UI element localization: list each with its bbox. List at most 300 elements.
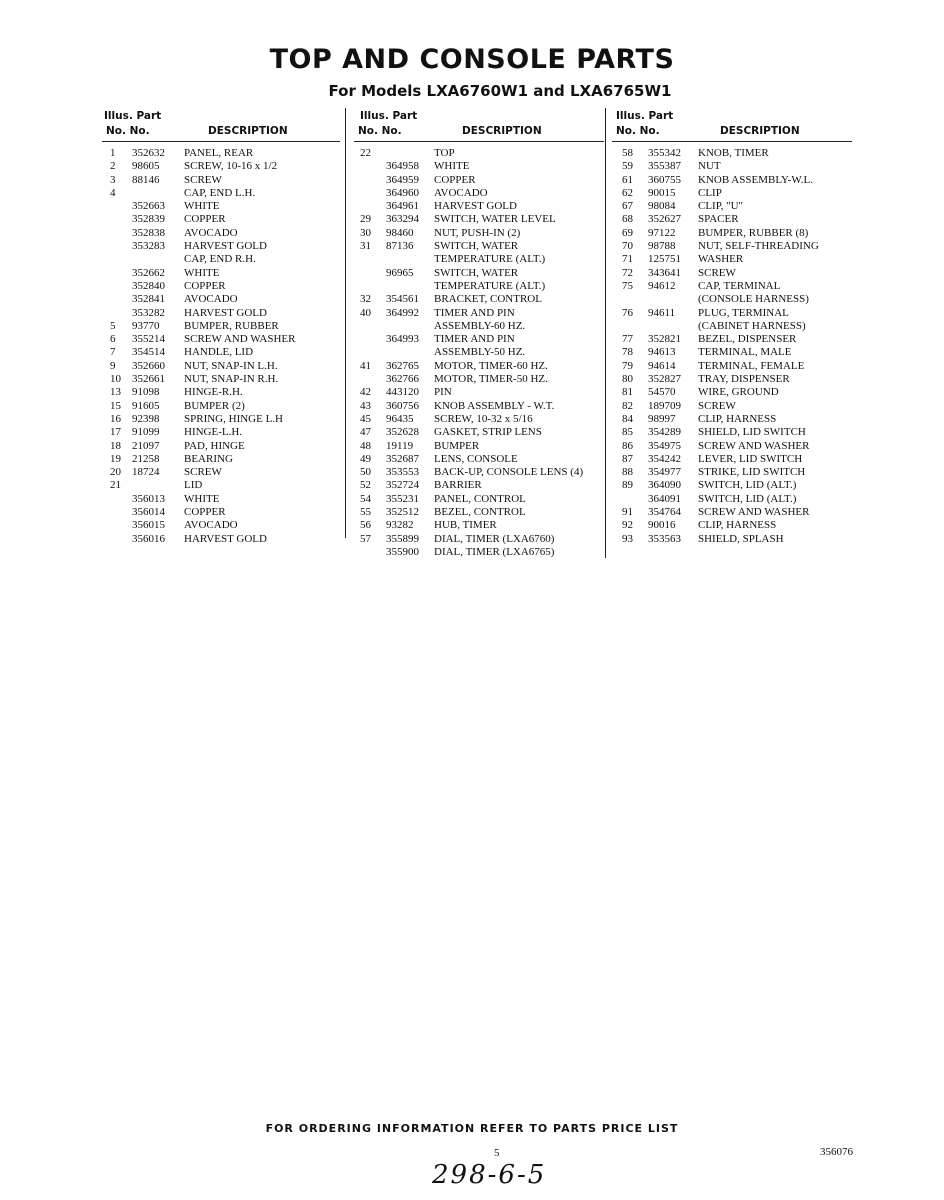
- part-description: LEVER, LID SWITCH: [698, 452, 803, 465]
- parts-list: [612, 147, 852, 546]
- illus-number: 79: [622, 359, 633, 372]
- illus-number: 87: [622, 452, 633, 465]
- part-number: 189709: [648, 399, 681, 412]
- parts-row: [612, 320, 852, 333]
- parts-row: [102, 373, 340, 386]
- illus-number: 2: [110, 160, 116, 173]
- part-number: 364090: [648, 479, 681, 492]
- part-description: BRACKET, CONTROL: [434, 293, 542, 306]
- illus-number: 52: [360, 479, 371, 492]
- part-description: CLIP, "U": [698, 200, 744, 213]
- parts-row: [612, 386, 852, 399]
- illus-number: 50: [360, 466, 371, 479]
- parts-row: [612, 440, 852, 453]
- illus-number: 76: [622, 306, 633, 319]
- column-header: [612, 108, 852, 142]
- parts-row: [354, 493, 604, 506]
- part-number: 355900: [386, 545, 419, 558]
- parts-row: [102, 147, 340, 160]
- part-description: KNOB, TIMER: [698, 147, 769, 159]
- illus-number: 58: [622, 147, 633, 159]
- part-description: SCREW: [184, 466, 222, 479]
- part-description: BEARING: [184, 452, 233, 465]
- part-description: SCREW, 10-32 x 5/16: [434, 412, 533, 425]
- part-number: 98788: [648, 240, 676, 253]
- parts-row: [354, 360, 604, 373]
- parts-row: [102, 253, 340, 266]
- part-description: CAP, END L.H.: [184, 186, 256, 199]
- page-subtitle: For Models LXA6760W1 and LXA6765W1: [328, 82, 672, 100]
- illus-number: 68: [622, 213, 633, 226]
- part-number: 125751: [648, 253, 681, 266]
- illus-number: 40: [360, 306, 371, 319]
- illus-number: 17: [110, 426, 121, 439]
- parts-row: [612, 519, 852, 532]
- parts-row: [612, 333, 852, 346]
- parts-row: [102, 227, 340, 240]
- part-number: 352661: [132, 373, 165, 386]
- column-header: [102, 108, 340, 142]
- part-description: LID: [184, 479, 203, 492]
- part-description: HUB, TIMER: [434, 519, 497, 532]
- part-number: 354977: [648, 466, 681, 479]
- part-description: TERMINAL, FEMALE: [698, 359, 805, 372]
- part-number: 353563: [648, 532, 681, 545]
- part-number: 94613: [648, 346, 676, 359]
- header-description: DESCRIPTION: [462, 125, 542, 137]
- part-number: 352687: [386, 452, 419, 465]
- parts-row: [102, 280, 340, 293]
- part-number: 98460: [386, 226, 414, 239]
- part-number: 87136: [386, 240, 414, 253]
- parts-row: [354, 227, 604, 240]
- parts-row: [102, 187, 340, 200]
- part-number: 90016: [648, 519, 676, 532]
- part-description: SCREW, 10-16 x 1/2: [184, 160, 278, 173]
- part-number: 97122: [648, 226, 676, 239]
- part-description: SCREW AND WASHER: [698, 506, 810, 519]
- illus-number: 57: [360, 532, 371, 545]
- part-number: 353283: [132, 240, 165, 253]
- page-number: 5: [494, 1147, 500, 1159]
- header-illus-part: Illus. Part: [616, 110, 674, 122]
- part-number: 88146: [132, 173, 160, 186]
- part-description: BARRIER: [434, 479, 482, 492]
- part-number: 352627: [648, 213, 681, 226]
- parts-row: [354, 293, 604, 306]
- part-number: 94612: [648, 279, 676, 292]
- part-description: SCREW AND WASHER: [184, 333, 296, 346]
- parts-row: [354, 147, 604, 160]
- part-description: ASSEMBLY-50 HZ.: [434, 346, 526, 359]
- part-number: 354242: [648, 452, 681, 465]
- parts-row: [612, 373, 852, 386]
- part-description: WASHER: [698, 253, 744, 266]
- part-description: HINGE-L.H.: [184, 426, 243, 439]
- part-description: COPPER: [434, 173, 476, 186]
- parts-row: [354, 546, 604, 559]
- header-description: DESCRIPTION: [720, 125, 800, 137]
- part-number: 96965: [386, 266, 414, 279]
- part-number: 93282: [386, 519, 414, 532]
- illus-number: 18: [110, 439, 121, 452]
- parts-row: [102, 426, 340, 439]
- illus-number: 5: [110, 319, 116, 332]
- part-description: SWITCH, LID (ALT.): [698, 479, 797, 492]
- illus-number: 20: [110, 466, 121, 479]
- part-description: CAP, TERMINAL: [698, 279, 781, 292]
- part-description: BUMPER, RUBBER (8): [698, 226, 809, 239]
- parts-row: [354, 187, 604, 200]
- part-description: SHIELD, LID SWITCH: [698, 426, 806, 439]
- illus-number: 31: [360, 240, 371, 253]
- part-number: 96435: [386, 412, 414, 425]
- parts-row: [102, 506, 340, 519]
- parts-row: [102, 333, 340, 346]
- part-description: (CABINET HARNESS): [698, 319, 806, 332]
- part-description: CAP, END R.H.: [184, 253, 256, 266]
- illus-number: 67: [622, 200, 633, 213]
- parts-row: [354, 346, 604, 359]
- parts-row: [102, 346, 340, 359]
- part-description: PLUG, TERMINAL: [698, 306, 789, 319]
- part-description: NUT, SELF-THREADING: [698, 240, 819, 253]
- part-number: 364960: [386, 186, 419, 199]
- parts-row: [102, 493, 340, 506]
- part-number: 352663: [132, 200, 165, 213]
- parts-row: [612, 360, 852, 373]
- part-number: 91099: [132, 426, 160, 439]
- part-number: 443120: [386, 386, 419, 399]
- part-description: WHITE: [184, 492, 220, 505]
- part-description: BEZEL, DISPENSER: [698, 333, 797, 346]
- illus-number: 82: [622, 399, 633, 412]
- parts-row: [612, 466, 852, 479]
- part-description: PIN: [434, 386, 452, 399]
- illus-number: 29: [360, 213, 371, 226]
- parts-row: [354, 213, 604, 226]
- illus-number: 43: [360, 399, 371, 412]
- part-number: 352821: [648, 333, 681, 346]
- parts-row: [102, 160, 340, 173]
- part-number: 352662: [132, 266, 165, 279]
- part-description: SCREW: [184, 173, 222, 186]
- parts-row: [612, 413, 852, 426]
- part-description: HINGE-R.H.: [184, 386, 243, 399]
- part-number: 353553: [386, 466, 419, 479]
- parts-list: [102, 147, 340, 546]
- parts-row: [354, 533, 604, 546]
- parts-row: [612, 426, 852, 439]
- illus-number: 42: [360, 386, 371, 399]
- part-description: BACK-UP, CONSOLE LENS (4): [434, 466, 584, 479]
- part-number: 355231: [386, 492, 419, 505]
- part-number: 352628: [386, 426, 419, 439]
- part-number: 352838: [132, 226, 165, 239]
- part-description: SWITCH, WATER LEVEL: [434, 213, 556, 226]
- header-no-no: No. No.: [358, 125, 402, 137]
- parts-row: [102, 307, 340, 320]
- part-number: 354514: [132, 346, 165, 359]
- part-number: 356016: [132, 532, 165, 545]
- header-no-no: No. No.: [616, 125, 660, 137]
- parts-row: [354, 506, 604, 519]
- part-description: CLIP, HARNESS: [698, 519, 777, 532]
- parts-row: [354, 333, 604, 346]
- parts-list: [354, 147, 604, 559]
- parts-row: [354, 373, 604, 386]
- part-description: LENS, CONSOLE: [434, 452, 518, 465]
- illus-number: 56: [360, 519, 371, 532]
- part-number: 363294: [386, 213, 419, 226]
- part-number: 362766: [386, 373, 419, 386]
- parts-row: [354, 400, 604, 413]
- part-description: AVOCADO: [434, 186, 488, 199]
- part-description: HARVEST GOLD: [434, 200, 517, 213]
- document-number: 356076: [820, 1146, 853, 1158]
- parts-row: [102, 440, 340, 453]
- part-number: 356014: [132, 506, 165, 519]
- part-number: 98084: [648, 200, 676, 213]
- part-number: 19119: [386, 439, 414, 452]
- illus-number: 32: [360, 293, 371, 306]
- part-number: 354561: [386, 293, 419, 306]
- parts-row: [354, 440, 604, 453]
- parts-row: [612, 187, 852, 200]
- parts-row: [612, 479, 852, 492]
- part-number: 364993: [386, 333, 419, 346]
- header-description: DESCRIPTION: [208, 125, 288, 137]
- part-description: HARVEST GOLD: [184, 306, 267, 319]
- parts-row: [354, 240, 604, 253]
- part-number: 21258: [132, 452, 160, 465]
- part-number: 355899: [386, 532, 419, 545]
- illus-number: 13: [110, 386, 121, 399]
- part-description: NUT, SNAP-IN L.H.: [184, 359, 278, 372]
- part-description: BUMPER (2): [184, 399, 245, 412]
- part-description: NUT: [698, 160, 721, 173]
- illus-number: 92: [622, 519, 633, 532]
- parts-row: [102, 293, 340, 306]
- parts-row: [354, 426, 604, 439]
- part-description: MOTOR, TIMER-60 HZ.: [434, 359, 548, 372]
- part-number: 94614: [648, 359, 676, 372]
- part-description: MOTOR, TIMER-50 HZ.: [434, 373, 548, 386]
- parts-row: [102, 466, 340, 479]
- part-number: 354289: [648, 426, 681, 439]
- part-number: 364961: [386, 200, 419, 213]
- parts-column-2: [354, 108, 604, 559]
- illus-number: 89: [622, 479, 633, 492]
- part-number: 364992: [386, 306, 419, 319]
- ordering-note: FOR ORDERING INFORMATION REFER TO PARTS PRICE LIST: [265, 1122, 679, 1135]
- parts-row: [354, 413, 604, 426]
- parts-row: [354, 253, 604, 266]
- handwritten-note: 298-6-5: [432, 1160, 547, 1190]
- parts-row: [612, 506, 852, 519]
- part-description: WHITE: [434, 160, 470, 173]
- part-description: TOP: [434, 147, 455, 159]
- parts-row: [354, 174, 604, 187]
- illus-number: 6: [110, 333, 116, 346]
- part-description: SPACER: [698, 213, 739, 226]
- parts-column-1: [102, 108, 340, 546]
- part-description: KNOB ASSEMBLY-W.L.: [698, 173, 813, 186]
- part-description: TRAY, DISPENSER: [698, 373, 790, 386]
- parts-row: [354, 267, 604, 280]
- part-description: STRIKE, LID SWITCH: [698, 466, 806, 479]
- part-description: WIRE, GROUND: [698, 386, 779, 399]
- parts-row: [354, 200, 604, 213]
- parts-row: [354, 280, 604, 293]
- part-number: 352827: [648, 373, 681, 386]
- part-number: 93770: [132, 319, 160, 332]
- part-number: 362765: [386, 359, 419, 372]
- illus-number: 4: [110, 186, 116, 199]
- illus-number: 19: [110, 452, 121, 465]
- illus-number: 84: [622, 412, 633, 425]
- parts-row: [102, 413, 340, 426]
- column-divider: [605, 108, 606, 558]
- part-description: SWITCH, WATER: [434, 266, 519, 279]
- parts-row: [612, 307, 852, 320]
- part-description: DIAL, TIMER (LXA6760): [434, 532, 555, 545]
- parts-row: [612, 267, 852, 280]
- part-number: 352660: [132, 359, 165, 372]
- part-description: ASSEMBLY-60 HZ.: [434, 319, 526, 332]
- parts-row: [102, 400, 340, 413]
- illus-number: 59: [622, 160, 633, 173]
- part-description: NUT, PUSH-IN (2): [434, 226, 521, 239]
- part-description: AVOCADO: [184, 293, 238, 306]
- illus-number: 69: [622, 226, 633, 239]
- part-description: KNOB ASSEMBLY - W.T.: [434, 399, 555, 412]
- part-number: 352512: [386, 506, 419, 519]
- parts-row: [102, 174, 340, 187]
- illus-number: 47: [360, 426, 371, 439]
- part-description: NUT, SNAP-IN R.H.: [184, 373, 279, 386]
- illus-number: 81: [622, 386, 633, 399]
- illus-number: 71: [622, 253, 633, 266]
- parts-row: [102, 360, 340, 373]
- parts-row: [612, 227, 852, 240]
- part-number: 364091: [648, 492, 681, 505]
- illus-number: 91: [622, 506, 633, 519]
- part-number: 343641: [648, 266, 681, 279]
- parts-row: [612, 493, 852, 506]
- illus-number: 85: [622, 426, 633, 439]
- parts-row: [354, 307, 604, 320]
- parts-row: [102, 200, 340, 213]
- part-number: 364959: [386, 173, 419, 186]
- parts-row: [354, 479, 604, 492]
- part-number: 355214: [132, 333, 165, 346]
- parts-row: [354, 519, 604, 532]
- parts-row: [612, 533, 852, 546]
- part-description: BUMPER: [434, 439, 480, 452]
- part-number: 360756: [386, 399, 419, 412]
- part-description: SHIELD, SPLASH: [698, 532, 784, 545]
- illus-number: 9: [110, 359, 116, 372]
- part-number: 91098: [132, 386, 160, 399]
- parts-row: [612, 147, 852, 160]
- part-description: TEMPERATURE (ALT.): [434, 253, 546, 266]
- part-number: 352632: [132, 147, 165, 159]
- parts-row: [354, 160, 604, 173]
- illus-number: 7: [110, 346, 116, 359]
- illus-number: 21: [110, 479, 121, 492]
- part-number: 352839: [132, 213, 165, 226]
- parts-row: [102, 519, 340, 532]
- part-number: 354764: [648, 506, 681, 519]
- parts-row: [612, 346, 852, 359]
- illus-number: 86: [622, 439, 633, 452]
- part-description: COPPER: [184, 279, 226, 292]
- part-number: 352840: [132, 279, 165, 292]
- part-number: 21097: [132, 439, 160, 452]
- column-header: [354, 108, 604, 142]
- column-divider: [345, 108, 346, 538]
- header-illus-part: Illus. Part: [104, 110, 162, 122]
- part-description: COPPER: [184, 506, 226, 519]
- part-description: PAD, HINGE: [184, 439, 245, 452]
- illus-number: 45: [360, 412, 371, 425]
- page-title: TOP AND CONSOLE PARTS: [269, 44, 675, 75]
- parts-row: [612, 293, 852, 306]
- illus-number: 22: [360, 147, 371, 159]
- parts-row: [354, 453, 604, 466]
- part-description: AVOCADO: [184, 519, 238, 532]
- part-number: 355387: [648, 160, 681, 173]
- parts-row: [612, 453, 852, 466]
- part-number: 354975: [648, 439, 681, 452]
- illus-number: 70: [622, 240, 633, 253]
- parts-row: [102, 479, 340, 492]
- part-number: 352841: [132, 293, 165, 306]
- part-number: 98605: [132, 160, 160, 173]
- parts-row: [612, 160, 852, 173]
- part-number: 352724: [386, 479, 419, 492]
- illus-number: 75: [622, 279, 633, 292]
- part-description: AVOCADO: [184, 226, 238, 239]
- illus-number: 72: [622, 266, 633, 279]
- illus-number: 88: [622, 466, 633, 479]
- parts-row: [612, 253, 852, 266]
- illus-number: 10: [110, 373, 121, 386]
- parts-row: [612, 240, 852, 253]
- illus-number: 80: [622, 373, 633, 386]
- illus-number: 78: [622, 346, 633, 359]
- part-description: SWITCH, LID (ALT.): [698, 492, 797, 505]
- part-description: (CONSOLE HARNESS): [698, 293, 809, 306]
- parts-row: [354, 386, 604, 399]
- illus-number: 48: [360, 439, 371, 452]
- illus-number: 30: [360, 226, 371, 239]
- illus-number: 3: [110, 173, 116, 186]
- part-description: SWITCH, WATER: [434, 240, 519, 253]
- part-number: 90015: [648, 186, 676, 199]
- parts-row: [612, 174, 852, 187]
- parts-row: [612, 200, 852, 213]
- illus-number: 41: [360, 359, 371, 372]
- part-description: COPPER: [184, 213, 226, 226]
- part-description: TEMPERATURE (ALT.): [434, 279, 546, 292]
- parts-column-3: [612, 108, 852, 546]
- parts-row: [102, 386, 340, 399]
- part-description: DIAL, TIMER (LXA6765): [434, 545, 555, 558]
- illus-number: 54: [360, 492, 371, 505]
- part-description: HANDLE, LID: [184, 346, 254, 359]
